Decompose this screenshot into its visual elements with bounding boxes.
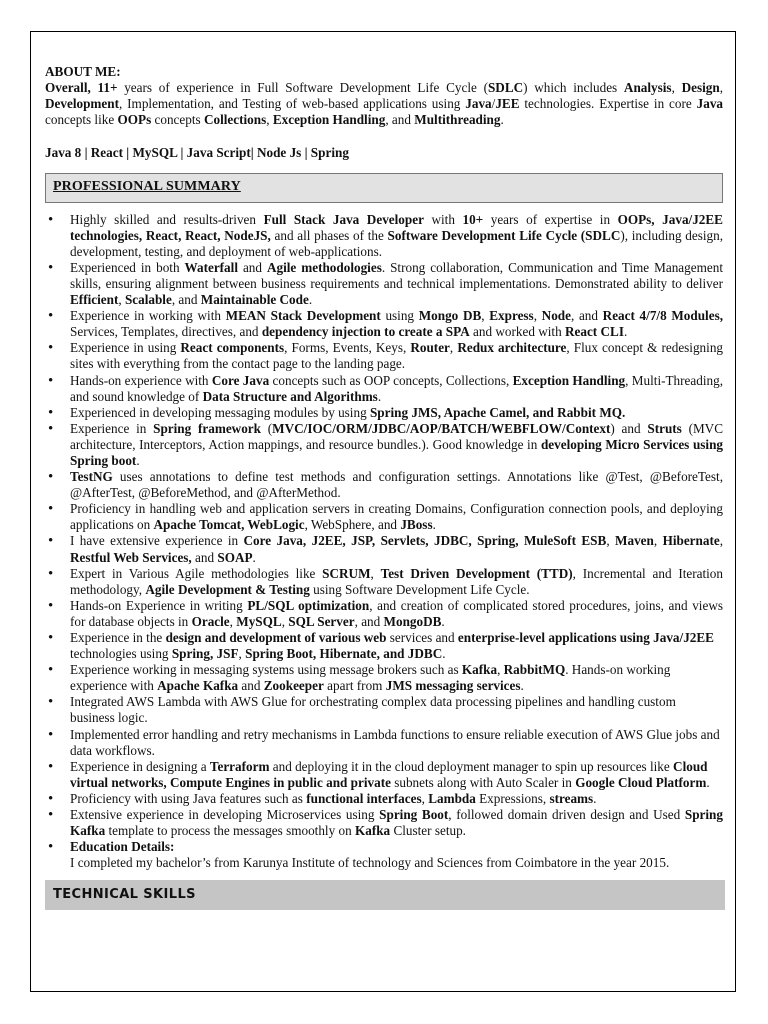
bold-text: Core Java: [211, 372, 270, 388]
bold-text: Spring Boot: [379, 807, 449, 823]
bold-text: Restful Web Services,: [70, 549, 192, 565]
summary-item: [45, 662, 723, 694]
text-run: I have extensive experience in: [70, 533, 244, 549]
technical-skills-title: TECHNICAL SKILLS: [53, 887, 196, 903]
bold-text: Oracle: [191, 613, 230, 629]
text-run: Integrated AWS Lambda with AWS Glue for orchestrating complex data processing pipelines and handling custom business logic.: [70, 694, 676, 726]
bullet-icon: [48, 791, 60, 807]
text-run: Experience in: [70, 420, 154, 436]
bold-text: Exception Handling: [272, 112, 386, 128]
text-run: Highly skilled and results-driven: [70, 211, 264, 227]
bold-text: Software Development Life Cycle (SDLC: [387, 227, 621, 243]
bold-text: Collections: [203, 112, 267, 128]
text-run: ,: [118, 292, 125, 308]
bold-text: dependency injection to create a SPA: [261, 324, 470, 340]
bold-text: Redux architecture: [457, 340, 567, 356]
text-run: Proficiency with using Java features such as: [70, 790, 307, 806]
text-run: ), including design, development, testing, and deployment of web-applications.: [70, 227, 723, 259]
bold-text: Router: [410, 340, 450, 356]
bold-text: design and development of various web: [165, 630, 387, 645]
about-heading: ABOUT ME:: [45, 64, 121, 79]
bold-text: Multithreading: [414, 112, 501, 128]
bold-text: Test Driven Development (TTD): [380, 565, 573, 581]
text-run: ,: [370, 565, 381, 581]
text-run: template to process the messages smoothly on: [105, 823, 355, 839]
text-run: concepts such as OOP concepts, Collections,: [269, 372, 513, 388]
text-run: ,: [481, 308, 490, 324]
bullet-icon: [48, 839, 60, 855]
bold-text: JBoss: [400, 517, 433, 533]
text-run: Experience in using: [70, 340, 181, 356]
summary-item: [45, 260, 723, 308]
bold-text: Spring, JSF: [171, 646, 239, 662]
text-run: using: [380, 308, 419, 324]
bold-text: Exception Handling: [512, 372, 626, 388]
text-run: subnets along with Auto Scaler in: [390, 774, 576, 790]
bold-text: Apache Tomcat, WebLogic: [153, 517, 305, 533]
bold-text: MySQL: [236, 613, 282, 629]
text-run: technologies using: [70, 646, 172, 662]
bold-text: MVC/IOC/ORM/JDBC/AOP/BATCH/WEBFLOW/Context: [272, 420, 611, 436]
bold-text: Spring framework: [153, 420, 261, 436]
bold-text: Agile Development & Testing: [145, 581, 310, 597]
text-run: (MVC architecture, Interceptors, Action mappings, and resource bundles.). Good knowledge in: [70, 420, 723, 452]
bold-text: PL/SQL optimization: [247, 597, 370, 613]
text-run: ) which includes: [523, 80, 624, 96]
text-run: .: [441, 613, 445, 629]
bold-text: OOPs: [117, 112, 152, 128]
summary-item: [45, 791, 723, 807]
bold-text: Full Stack Java Developer: [263, 211, 424, 227]
text-run: ,: [653, 533, 663, 549]
text-run: ,: [719, 80, 723, 96]
bullet-icon: [48, 759, 60, 775]
text-run: and: [237, 259, 267, 275]
text-run: .: [500, 112, 504, 128]
text-run: .: [442, 646, 446, 662]
summary-item: [45, 340, 723, 372]
bullet-icon: [48, 807, 60, 823]
bullet-icon: [48, 533, 60, 549]
summary-item: [45, 308, 723, 340]
professional-summary-title: PROFESSIONAL SUMMARY: [53, 179, 241, 195]
text-run: , and: [385, 112, 415, 128]
text-run: services and: [386, 630, 458, 645]
text-run: ,: [606, 533, 616, 549]
text-run: and: [191, 549, 218, 565]
bold-text: streams: [549, 790, 594, 806]
text-run: years of experience in Full Software Development Life Cycle (: [117, 80, 488, 96]
text-run: and worked with: [469, 324, 565, 340]
bold-text: JEE: [495, 96, 520, 112]
professional-summary-header: [45, 173, 723, 202]
bold-text: SCRUM: [322, 565, 371, 581]
bold-text: JMS messaging services: [385, 678, 521, 694]
bold-text: Efficient: [70, 292, 119, 308]
text-run: .: [252, 549, 256, 565]
text-run: ,: [671, 80, 682, 96]
text-run: .: [706, 774, 710, 790]
bold-text: Overall, 11+: [45, 80, 118, 96]
summary-item: [45, 566, 723, 598]
bold-text: Google Cloud Platform: [575, 774, 707, 790]
bullet-icon: [48, 340, 60, 356]
bold-text: OOPs, Java/J2EE technologies, React, React, NodeJS,: [70, 211, 723, 243]
summary-item: [45, 533, 723, 565]
text-run: Implemented error handling and retry mechanisms in Lambda functions to ensure reliable execution of AWS Glue jobs and data workflows.: [70, 726, 720, 758]
summary-item: [45, 373, 723, 405]
bold-text: Design: [681, 80, 720, 96]
bold-text: Kafka: [354, 823, 391, 839]
text-run: ,: [497, 662, 504, 678]
bullet-icon: [48, 405, 60, 421]
text-run: ,: [229, 613, 237, 629]
text-run: ,: [533, 308, 542, 324]
text-run: , and creation of complicated stored procedures, joins, and views for database objects in: [70, 597, 723, 629]
bold-text: React CLI: [564, 324, 624, 340]
summary-item: [45, 469, 723, 501]
summary-item: [45, 598, 723, 630]
text-run: Services, Templates, directives, and: [70, 324, 262, 340]
text-run: ,: [281, 613, 289, 629]
bold-text: RabbitMQ: [503, 662, 566, 678]
bold-text: Education Details:: [70, 839, 175, 855]
text-run: (: [260, 420, 273, 436]
bullet-icon: [48, 662, 60, 678]
bold-text: Waterfall: [184, 259, 238, 275]
bold-text: Kafka: [461, 662, 498, 678]
bold-text: Maven: [615, 533, 654, 549]
bold-text: Analysis: [623, 80, 672, 96]
text-run: .: [136, 452, 140, 468]
bold-text: 10+: [462, 211, 484, 227]
text-run: and deploying it in the cloud deployment manager to spin up resources like: [269, 758, 674, 774]
text-run: , Multi-Threading, and sound knowledge of: [70, 372, 723, 404]
text-run: using Software Development Life Cycle.: [309, 581, 530, 597]
text-run: concepts: [151, 112, 204, 128]
text-run: Expressions,: [475, 790, 550, 806]
bold-text: Struts: [647, 420, 682, 436]
summary-item: [45, 759, 723, 791]
text-run: years of expertise in: [483, 211, 618, 227]
summary-item: [45, 212, 723, 260]
summary-item: [45, 694, 723, 726]
text-run: ,: [421, 790, 429, 806]
text-run: .: [593, 790, 597, 806]
summary-item: [45, 421, 723, 469]
bullet-icon: [48, 212, 60, 228]
resume-page: [30, 31, 736, 992]
text-run: .: [308, 292, 313, 308]
bold-text: SQL Server: [288, 613, 355, 629]
bold-text: React components: [180, 340, 285, 356]
text-run: and: [238, 678, 264, 694]
text-run: ) and: [610, 420, 648, 436]
text-run: Experience working in messaging systems using message brokers such as: [70, 662, 462, 678]
text-run: Experienced in both: [70, 259, 185, 275]
text-run: with: [423, 211, 463, 227]
summary-item: [45, 501, 723, 533]
bold-text: SOAP: [217, 549, 253, 565]
bold-text: Maintainable Code: [200, 292, 309, 308]
text-run: , Incremental and Iteration methodology,: [70, 565, 723, 597]
text-run: I completed my bachelor’s from Karunya Institute of technology and Sciences from Coimbatore in the year 2015.: [70, 855, 670, 871]
text-run: Hands-on Experience in writing: [70, 597, 248, 613]
bold-text: Data Structure and Algorithms: [202, 388, 378, 404]
summary-item: [45, 807, 723, 839]
text-run: , and: [570, 308, 603, 324]
bold-text: Core Java, J2EE, JSP, Servlets, JDBC, Spring, MuleSoft ESB: [243, 533, 607, 549]
about-paragraph: [45, 80, 723, 128]
resume-content: [45, 64, 723, 910]
text-run: ,: [266, 112, 273, 128]
bullet-icon: [48, 501, 60, 517]
bold-text: Mongo DB: [418, 308, 482, 324]
bold-text: Zookeeper: [263, 678, 324, 694]
bold-text: Node: [541, 308, 571, 324]
text-run: .: [432, 517, 436, 533]
bold-text: TestNG: [70, 469, 113, 485]
bullet-icon: [48, 308, 60, 324]
text-run: .: [623, 324, 628, 340]
text-run: . Strong collaboration, Communication and Time Management skills, ensuring alignment between business requirements and technical implementations. Demonstrated ability to deliver: [70, 259, 723, 291]
bold-text: developing Micro Services using Spring boot: [70, 436, 723, 468]
bold-text: Cloud virtual networks, Compute Engines in public and private: [70, 758, 708, 790]
text-run: Expert in Various Agile methodologies like: [70, 565, 323, 581]
bullet-icon: [48, 421, 60, 437]
text-run: apart from: [323, 678, 386, 694]
bullet-icon: [48, 727, 60, 743]
text-run: and all phases of the: [270, 227, 388, 243]
text-run: Experience in the: [70, 630, 166, 645]
bold-text: React 4/7/8 Modules,: [602, 308, 723, 324]
text-run: technologies. Expertise in core: [519, 96, 697, 112]
text-run: Experienced in developing messaging modules by using: [70, 404, 370, 420]
text-run: , Implementation, and Testing of web-based applications using: [118, 96, 466, 112]
summary-item: [45, 405, 723, 421]
text-run: .: [377, 388, 382, 404]
bold-text: Java: [465, 96, 492, 112]
bold-text: Java: [696, 96, 723, 112]
bullet-icon: [48, 373, 60, 389]
text-run: , WebSphere, and: [304, 517, 401, 533]
text-run: Extensive experience in developing Microservices using: [70, 807, 380, 823]
bold-text: SDLC: [487, 80, 524, 96]
text-run: , followed domain driven design and Used: [448, 807, 685, 823]
bullet-icon: [48, 566, 60, 582]
bold-text: Spring Boot, Hibernate, and JDBC: [245, 646, 443, 662]
text-run: ,: [449, 340, 458, 356]
text-run: Proficiency in handling web and application servers in creating Domains, Configuration connection pools, and deploying applications on: [70, 501, 723, 533]
bold-text: enterprise-level applications using Java/J2EE: [457, 630, 714, 645]
bold-text: Lambda: [428, 790, 476, 806]
bold-text: functional interfaces: [306, 790, 422, 806]
text-run: , Forms, Events, Keys,: [284, 340, 411, 356]
text-run: Experience in working with: [70, 308, 226, 324]
bold-text: MEAN Stack Development: [225, 308, 381, 324]
bullet-icon: [48, 469, 60, 485]
summary-item: [45, 727, 723, 759]
text-run: . Hands-on working experience with: [70, 662, 671, 694]
text-run: /: [491, 96, 496, 112]
text-run: , and: [171, 292, 201, 308]
bold-text: Express: [489, 308, 534, 324]
text-run: , and: [354, 613, 384, 629]
text-run: .: [520, 678, 524, 694]
bold-text: Hibernate: [662, 533, 720, 549]
bold-text: Scalable: [124, 292, 172, 308]
bold-text: Spring JMS, Apache Camel, and Rabbit MQ.: [369, 404, 626, 420]
bold-text: MongoDB: [383, 613, 442, 629]
text-run: Hands-on experience with: [70, 372, 212, 388]
bullet-icon: [48, 598, 60, 614]
bold-text: Apache Kafka: [157, 678, 239, 694]
text-run: Experience in designing a: [70, 758, 210, 774]
bullet-icon: [48, 260, 60, 276]
summary-item: [45, 630, 723, 662]
text-run: ,: [238, 646, 246, 662]
skills-line: Java 8 | React | MySQL | Java Script| Node Js | Spring: [45, 145, 349, 161]
bold-text: Terraform: [209, 758, 270, 774]
text-run: , Flux concept & redesigning sites with everything from the contact page to the landing page.: [70, 340, 724, 372]
bullet-icon: [48, 630, 60, 646]
text-run: ,: [719, 533, 724, 549]
text-run: Cluster setup.: [390, 823, 466, 839]
technical-skills-header: [45, 880, 725, 910]
bold-text: Spring Kafka: [70, 807, 723, 839]
text-run: uses annotations to define test methods and configuration settings. Annotations like @Test, @BeforeTest, @AfterTest, @BeforeMethod, and @AfterMethod.: [70, 469, 723, 501]
bullet-icon: [48, 694, 60, 710]
bold-text: Development: [45, 96, 119, 112]
summary-list: [45, 212, 723, 872]
text-run: concepts like: [45, 112, 118, 128]
summary-item: [45, 839, 723, 871]
bold-text: Agile methodologies: [266, 259, 382, 275]
